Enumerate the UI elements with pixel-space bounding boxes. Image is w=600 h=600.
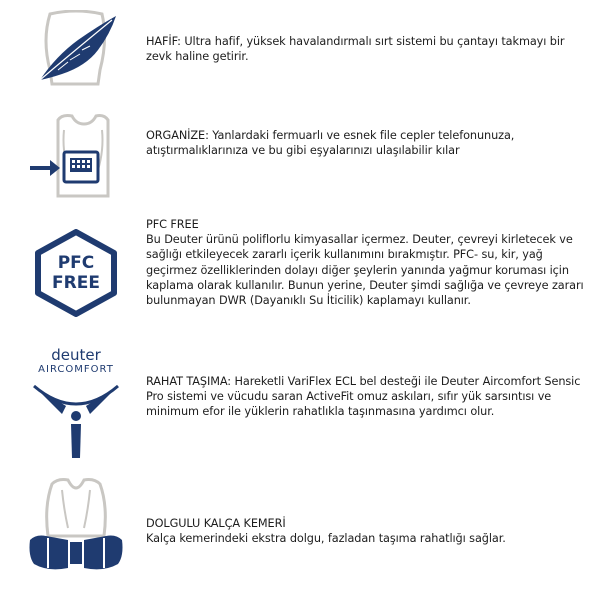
feature-lightweight [0,0,600,100]
feature-title: PFC FREE [146,218,199,231]
feature-title: ORGANİZE: [146,129,209,142]
feature-body: Kalça kemerindeki ekstra dolgu, fazladan taşıma rahatlığı sağlar. [146,532,506,546]
aircomfort-logo-text: AIRCOMFORT [38,364,114,375]
feature-text [146,374,586,420]
pfc-free-icon [28,229,124,317]
feature-body: Ultra hafif, yüksek havalandırmalı sırt sistemi bu çantayı takmayı bir zevk haline getirir. [146,35,565,64]
deuter-aircomfort-icon [28,346,124,456]
feather-icon [28,10,124,88]
feature-body: Yanlardaki fermuarlı ve esnek file cepler telefonunuza, atıştırmalıklarınıza ve bu gibi eşyalarınızı ulaşılabilir kılar [146,129,515,158]
feature-body: Bu Deuter ürünü poliflorlu kimyasallar içermez. Deuter, çevreyi kirletecek ve sağlığı etkileyecek zararlı içerik kullanımını bırakmıştır. PFC- su, kir, yağ geçirmez özelliklerinden dolayı diğer şeylerin yanında yağmur koruması için kaplama olarak kullanılır. Bunun yerine, Deuter şimdi sağlığa ve çevreye zararı bulunmayan DWR (Dayanıklı Su İticilik) kaplamayı kullanır. [146,233,584,308]
feature-comfort-carry [0,340,600,460]
feature-text [146,34,586,64]
deuter-logo-text: deuter [51,346,101,364]
feature-title: DOLGULU KALÇA KEMERİ [146,517,286,530]
feature-organize [0,108,600,208]
feature-body: Hareketli VariFlex ECL bel desteği ile Deuter Aircomfort Sensic Pro sistemi ve vücudu saran ActiveFit omuz askıları, sıfır yük sarsıntısı ve minimum efor ile yüklerin rahatlıkla taşınmasına yardımcı olur. [146,375,581,419]
feature-pfc-free [0,215,600,330]
feature-text [146,217,586,308]
pfc-free-label: PFC FREE [52,253,100,293]
feature-padded-hip-belt [0,470,600,580]
feature-title: RAHAT TAŞIMA: [146,375,231,388]
feature-text [146,128,586,158]
feature-title: HAFİF: [146,35,181,48]
organize-pocket-icon [28,110,124,200]
padded-hip-belt-icon [28,476,124,576]
feature-text [146,516,586,546]
